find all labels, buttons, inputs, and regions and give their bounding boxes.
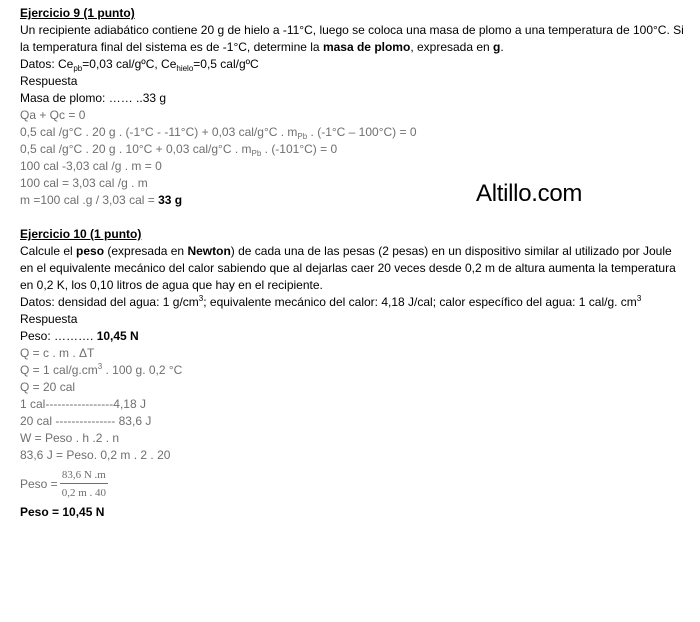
exercise-10-data: Datos: densidad del agua: 1 $g/cm^3$; equivalente mecánico del calor: 4,18 J/cal; calor específico del agua: 1 cal/g. $cm^3$: [20, 294, 642, 309]
exercise-10-step-7: 83,6 J = Peso. 0,2 m . 2 . 20: [20, 448, 171, 462]
fraction-denominator: 0,2 m . 40: [61, 487, 107, 499]
spacer: [20, 209, 690, 226]
exercise-10-final-answer: Peso = 10,45 N: [20, 505, 105, 519]
exercise-10-title: Ejercicio 10 (1 punto): [20, 227, 142, 241]
exercise-10-answer: Peso: ………. 10,45 N: [20, 329, 139, 343]
exercise-10-step-6: W = Peso . h .2 . n: [20, 431, 120, 445]
fraction-numerator: 83,6 N .m: [60, 468, 108, 484]
exercise-9-statement: Un recipiente adiabático contiene 20 g de hielo a -11°C, luego se coloca una masa de plomo a una temperatura de 100°C. Si la temperatura final del sistema es de -1°C, determine la masa de plomo, expresada en g.: [20, 23, 684, 54]
exercise-10-step-5: 20 cal --------------- 83,6 J: [20, 414, 152, 428]
exercise-10-step-3: Q = 20 cal: [20, 380, 76, 394]
exercise-9-step-1: Qa + Qc = 0: [20, 108, 86, 122]
exercise-10-statement: Calcule el peso (expresada en Newton) de cada una de las pesas (2 pesas) en un dispositivo similar al utilizado por Joule en el equivalente mecánico del calor sabiendo que al dejarlas caer 20 veces desde 0,2 m de altura aumenta la temperatura en 0,2 K, los 0,10 litros de agua que hay en el recipiente.: [20, 244, 676, 292]
document-page: [20, 5, 690, 521]
exercise-9-answer-label: Respuesta: [20, 74, 78, 88]
exercise-9-step-2: 0,5 cal /g°C . 20 g . (-1°C - -11°C) + 0,03 cal/g°C . $m_{Pb}$ . (-1°C – 100°C) = 0: [20, 125, 417, 141]
fraction-lhs: Peso =: [20, 477, 58, 491]
exercise-10-answer-label: Respuesta: [20, 312, 78, 326]
exercise-10-step-4: 1 cal-----------------4,18 J: [20, 397, 146, 411]
exercise-10-fraction: [20, 464, 690, 504]
exercise-9-step-5: 100 cal = 3,03 cal /g . m: [20, 176, 148, 190]
exercise-10-step-2: Q = 1 cal/$g.cm^3$ . 100 g. 0,2 °C: [20, 362, 183, 377]
altillo-logo: Altillo.com: [476, 180, 583, 207]
exercise-9-data: Datos: $Ce_{pb}=0,03$ cal/gºC, $Ce_{hielo}=0,5$ cal/gºC: [20, 57, 259, 73]
fraction: [60, 468, 108, 500]
exercise-9-answer: Masa de plomo: …… ..33 g: [20, 91, 167, 105]
exercise-9-step-6: m =100 cal .g / 3,03 cal = 33 g: [20, 193, 183, 207]
exercise-9-title: Ejercicio 9 (1 punto): [20, 6, 135, 20]
exercise-10-step-1: Q = c . m . ΔT: [20, 346, 95, 360]
exercise-9-step-3: 0,5 cal /g°C . 20 g . 10°C + 0,03 cal/g°C . $m_{Pb}$ . (-101°C) = 0: [20, 142, 338, 158]
exercise-9-step-4: 100 cal -3,03 cal /g . m = 0: [20, 159, 162, 173]
